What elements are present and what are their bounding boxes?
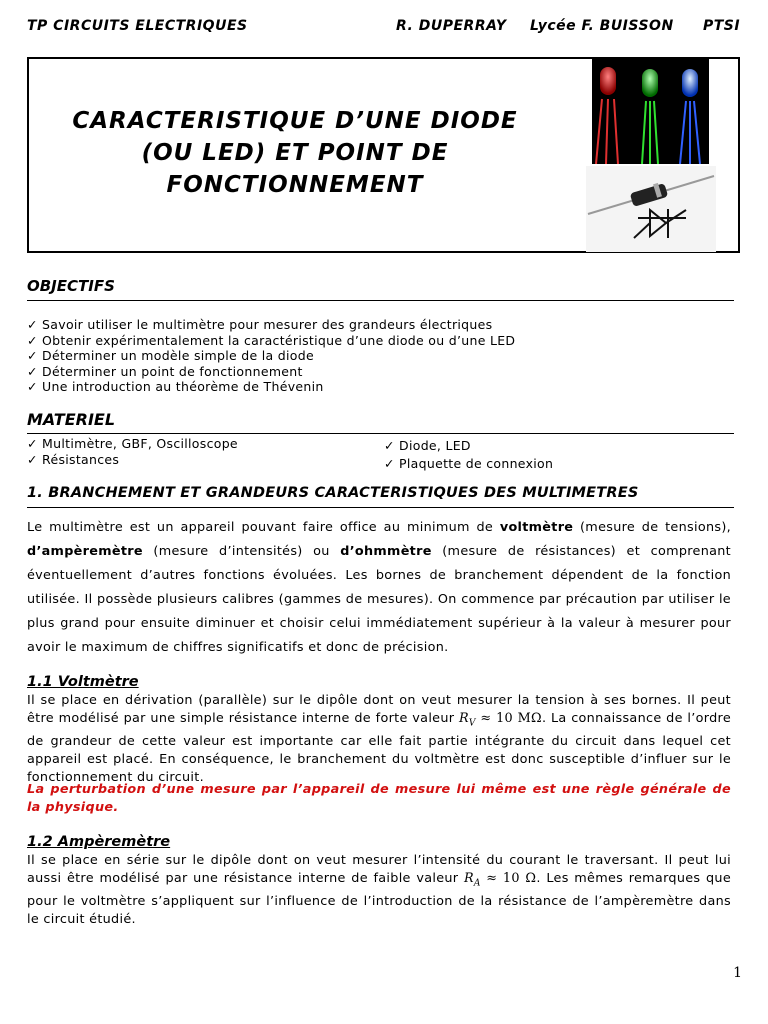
term-voltmetre: voltmètre <box>499 520 574 535</box>
subsection-amperemetre-heading: 1.2 Ampèremètre <box>27 834 171 850</box>
symbol-r: R <box>463 871 474 886</box>
subsection-voltmetre-heading: 1.1 Voltmètre <box>27 674 139 690</box>
value-rv: ≈ 10 MΩ <box>475 711 542 726</box>
title-line-1: CARACTERISTIQUE D’UNE DIODE <box>72 108 518 134</box>
voltmetre-note: La perturbation d’une mesure par l’appareil de mesure lui même est une règle générale de la physique. <box>27 782 731 815</box>
section1-heading: 1. BRANCHEMENT ET GRANDEURS CARACTERISTIQUES DES MULTIMETRES <box>27 485 639 501</box>
page-number: 1 <box>733 965 742 981</box>
list-item: ✓ Déterminer un modèle simple de la diode <box>27 348 314 363</box>
text-run: (mesure de résistances) et comprenant éventuellement d’autres fonctions évoluées. Les bornes de branchement dépendent de la fonction utilisée. Il possède plusieurs calibres (gammes de mesures). On commence par précaution par utiliser le plus grand pour ensuite diminuer et choisir celui immédiatement supérieur à la valeur à mesurer pour avoir le maximum de chiffres significatifs et donc de précision. <box>27 544 731 655</box>
symbol-subscript: V <box>468 718 476 729</box>
list-item: ✓ Savoir utiliser le multimètre pour mesurer des grandeurs électriques <box>27 317 493 332</box>
list-item: ✓ Résistances <box>27 451 120 467</box>
list-item: ✓ Une introduction au théorème de Thévenin <box>27 379 324 394</box>
title-line-3: FONCTIONNEMENT <box>166 172 424 198</box>
text-run: (mesure de tensions), <box>573 520 732 535</box>
amperemetre-paragraph <box>27 852 731 929</box>
term-amperemetre: d’ampèremètre <box>27 544 143 559</box>
objectifs-rule <box>27 300 734 301</box>
header-school: Lycée F. BUISSON <box>530 18 674 34</box>
section1-rule <box>27 507 734 508</box>
page-title <box>40 105 550 201</box>
text-run: . Les mêmes remarques que pour le voltmètre s’appliquent sur l’influence de l’introduction de la résistance de l’ampèremètre dans le circuit étudié. <box>27 871 731 927</box>
title-line-2: (OU LED) ET POINT DE <box>141 140 449 166</box>
list-item: ✓ Plaquette de connexion <box>384 456 554 471</box>
list-item: ✓ Diode, LED <box>384 438 471 453</box>
value-ra: ≈ 10 Ω <box>480 871 537 886</box>
diode-illustration <box>586 166 716 252</box>
text-run: Il se place en série sur le dipôle dont on veut mesurer l’intensité du courant le traversant. Il peut lui aussi être modélisé par une résistance interne de faible valeur <box>27 853 731 886</box>
symbol-subscript: A <box>473 878 481 889</box>
term-ohmmetre: d’ohmmètre <box>340 544 432 559</box>
materiel-left-list <box>27 436 347 467</box>
section1-paragraph <box>27 516 731 660</box>
text-run: Le multimètre est un appareil pouvant faire office au minimum de <box>27 520 500 535</box>
list-item: ✓ Déterminer un point de fonctionnement <box>27 363 303 379</box>
materiel-rule <box>27 433 734 434</box>
materiel-heading: MATERIEL <box>27 410 116 429</box>
header-author: R. DUPERRAY <box>396 18 507 34</box>
text-run: Il se place en dérivation (parallèle) sur le dipôle dont on veut mesurer la tension à ses bornes. Il peut être modélisé par une simple résistance interne de forte valeur <box>27 693 731 726</box>
diode-photo <box>586 166 716 252</box>
list-item: ✓ Multimètre, GBF, Oscilloscope <box>27 436 238 451</box>
objectifs-heading: OBJECTIFS <box>27 277 115 295</box>
voltmetre-paragraph <box>27 692 731 787</box>
text-run: (mesure d’intensités) ou <box>142 544 341 559</box>
led-illustration <box>592 59 709 164</box>
header-class: PTSI <box>703 18 741 34</box>
symbol-r: R <box>458 711 469 726</box>
text-run: . La connaissance de l’ordre de grandeur de cette valeur est importante car elle fait partie intégrante du circuit dans lequel cet appareil est placé. En conséquence, le branchement du voltmètre est donc susceptible d’influer sur le fonctionnement du circuit. <box>27 711 731 785</box>
materiel-right-list <box>384 437 724 473</box>
header-course: TP CIRCUITS ELECTRIQUES <box>27 18 248 34</box>
objectifs-list <box>27 317 727 395</box>
rgb-led-photo <box>592 59 709 164</box>
list-item: ✓ Obtenir expérimentalement la caractéristique d’une diode ou d’une LED <box>27 332 516 348</box>
